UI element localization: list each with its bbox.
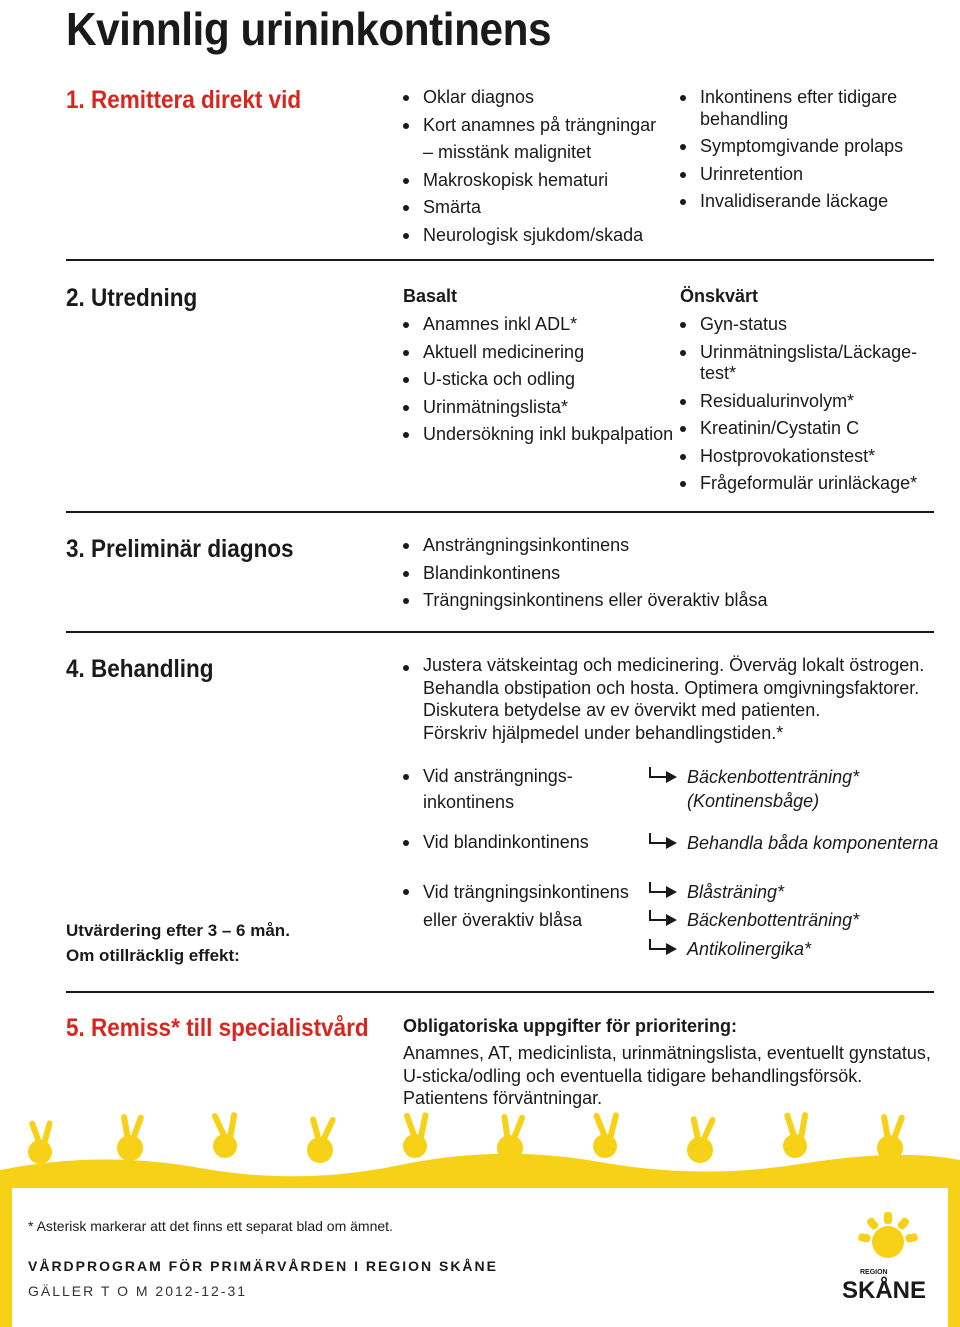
list-item: Gyn-status xyxy=(680,311,917,339)
list-item: Neurologisk sjukdom/skada xyxy=(403,222,656,250)
arrow-right-icon xyxy=(648,909,678,931)
onskvart-list xyxy=(680,311,917,498)
list-item: Residualurinvolym* xyxy=(680,388,917,416)
list-item: Aktuell medicinering xyxy=(403,339,673,367)
treatment-condition-2 xyxy=(403,829,589,857)
page-title: Kvinnlig urininkontinens xyxy=(66,3,552,55)
list-item: Urinretention xyxy=(680,161,903,189)
section-1-list-2 xyxy=(680,84,903,216)
list-item: U-sticka och odling xyxy=(403,366,673,394)
treatment-general xyxy=(403,654,924,744)
list-item: Blandinkontinens xyxy=(403,560,768,588)
arrow-right-icon xyxy=(648,938,678,960)
list-item: Vid blandinkontinens xyxy=(403,829,589,857)
section-4-title: 4. Behandling xyxy=(66,655,214,683)
arrow-right-icon xyxy=(648,881,678,903)
divider xyxy=(66,259,934,261)
basalt-heading: Basalt xyxy=(403,286,458,306)
treatment-result-3c: Antikolinergika* xyxy=(687,939,812,959)
arrow-right-icon xyxy=(648,832,678,854)
treatment-condition-3 xyxy=(403,878,629,934)
section-5-title xyxy=(66,1014,369,1043)
priority-line-1: Anamnes, AT, medicinlista, urinmätningslista, eventuellt gynstatus, xyxy=(403,1043,931,1063)
list-item: Inkontinens efter tidigare xyxy=(680,84,903,112)
treatment-condition-1 xyxy=(403,763,573,815)
treatment-result-1b: (Kontinensbåge) xyxy=(687,791,820,811)
list-item: Behandla obstipation och hosta. Optimera omgivningsfaktorer. xyxy=(423,677,920,698)
region-skane-logo xyxy=(838,1212,938,1302)
divider xyxy=(66,511,934,513)
section-1-list-1 xyxy=(403,84,656,249)
list-item: Anamnes inkl ADL* xyxy=(403,311,673,339)
list-item: Vid ansträngnings- xyxy=(403,763,573,789)
list-item: Förskriv hjälpmedel under behandlingstiden.* xyxy=(423,722,784,743)
basalt-list xyxy=(403,311,673,449)
list-item: Oklar diagnos xyxy=(403,84,656,112)
list-item: Trängningsinkontinens eller överaktiv blåsa xyxy=(403,587,768,615)
list-item: test* xyxy=(700,363,737,383)
footer-valid-until: GÄLLER T O M 2012-12-31 xyxy=(28,1283,248,1299)
list-item: Symptomgivande prolaps xyxy=(680,133,903,161)
list-item: Ansträngningsinkontinens xyxy=(403,532,768,560)
arrow-right-icon xyxy=(648,766,678,788)
onskvart-heading: Önskvärt xyxy=(680,286,759,306)
section-5-number: 5. xyxy=(66,1014,92,1042)
treatment-result-1a: Bäckenbottenträning* xyxy=(687,767,860,787)
list-item: behandling xyxy=(700,108,789,129)
list-item: Makroskopisk hematuri xyxy=(403,167,656,195)
evaluation-line-2: Om otillräcklig effekt: xyxy=(66,946,240,965)
list-item: Invalidiserande läckage xyxy=(680,188,903,216)
list-item: Vid trängningsinkontinens xyxy=(403,878,629,906)
list-item: Diskutera betydelse av ev övervikt med patienten. xyxy=(423,700,821,720)
list-item: Undersökning inkl bukpalpation xyxy=(403,421,673,449)
logo-big-text: SKÅNE xyxy=(842,1277,927,1302)
logo-small-text: REGION xyxy=(860,1269,888,1276)
divider xyxy=(66,991,934,993)
list-item: Hostprovokationstest* xyxy=(680,443,917,471)
evaluation-line-1: Utvärdering efter 3 – 6 mån. xyxy=(66,921,290,940)
section-3-title: 3. Preliminär diagnos xyxy=(66,535,294,563)
section-1-title: 1. Remittera direkt vid xyxy=(66,86,302,114)
list-item: Urinmätningslista* xyxy=(403,394,673,422)
list-item: Justera vätskeintag och medicinering. Överväg lokalt östrogen. xyxy=(403,654,924,677)
diagnosis-list xyxy=(403,532,768,615)
list-item: Kort anamnes på trängningar xyxy=(403,112,656,140)
list-item: inkontinens xyxy=(423,792,515,812)
treatment-result-3a: Blåsträning* xyxy=(687,882,785,902)
section-2-title: 2. Utredning xyxy=(66,284,198,312)
list-item: Urinmätningslista/Läckage- xyxy=(680,339,917,367)
footnote: * Asterisk markerar att det finns ett separat blad om ämnet. xyxy=(28,1218,393,1234)
footer-program: VÅRDPROGRAM FÖR PRIMÄRVÅRDEN I REGION SKÅNE xyxy=(28,1258,498,1274)
treatment-result-2: Behandla båda komponenterna xyxy=(687,833,939,853)
treatment-result-3b: Bäckenbottenträning* xyxy=(687,910,860,930)
list-item: Smärta xyxy=(403,194,656,222)
list-item: eller överaktiv blåsa xyxy=(423,910,583,930)
priority-line-3: Patientens förväntningar. xyxy=(403,1088,603,1108)
list-item: – misstänk malignitet xyxy=(423,142,592,162)
divider xyxy=(66,631,934,633)
priority-heading: Obligatoriska uppgifter för prioritering: xyxy=(403,1016,738,1036)
priority-line-2: U-sticka/odling och eventuella tidigare behandlingsförsök. xyxy=(403,1066,863,1086)
section-5-rest: till specialistvård xyxy=(179,1014,369,1042)
list-item: Kreatinin/Cystatin C xyxy=(680,415,917,443)
section-5-keyword: Remiss* xyxy=(91,1014,180,1042)
list-item: Frågeformulär urinläckage* xyxy=(680,470,917,498)
